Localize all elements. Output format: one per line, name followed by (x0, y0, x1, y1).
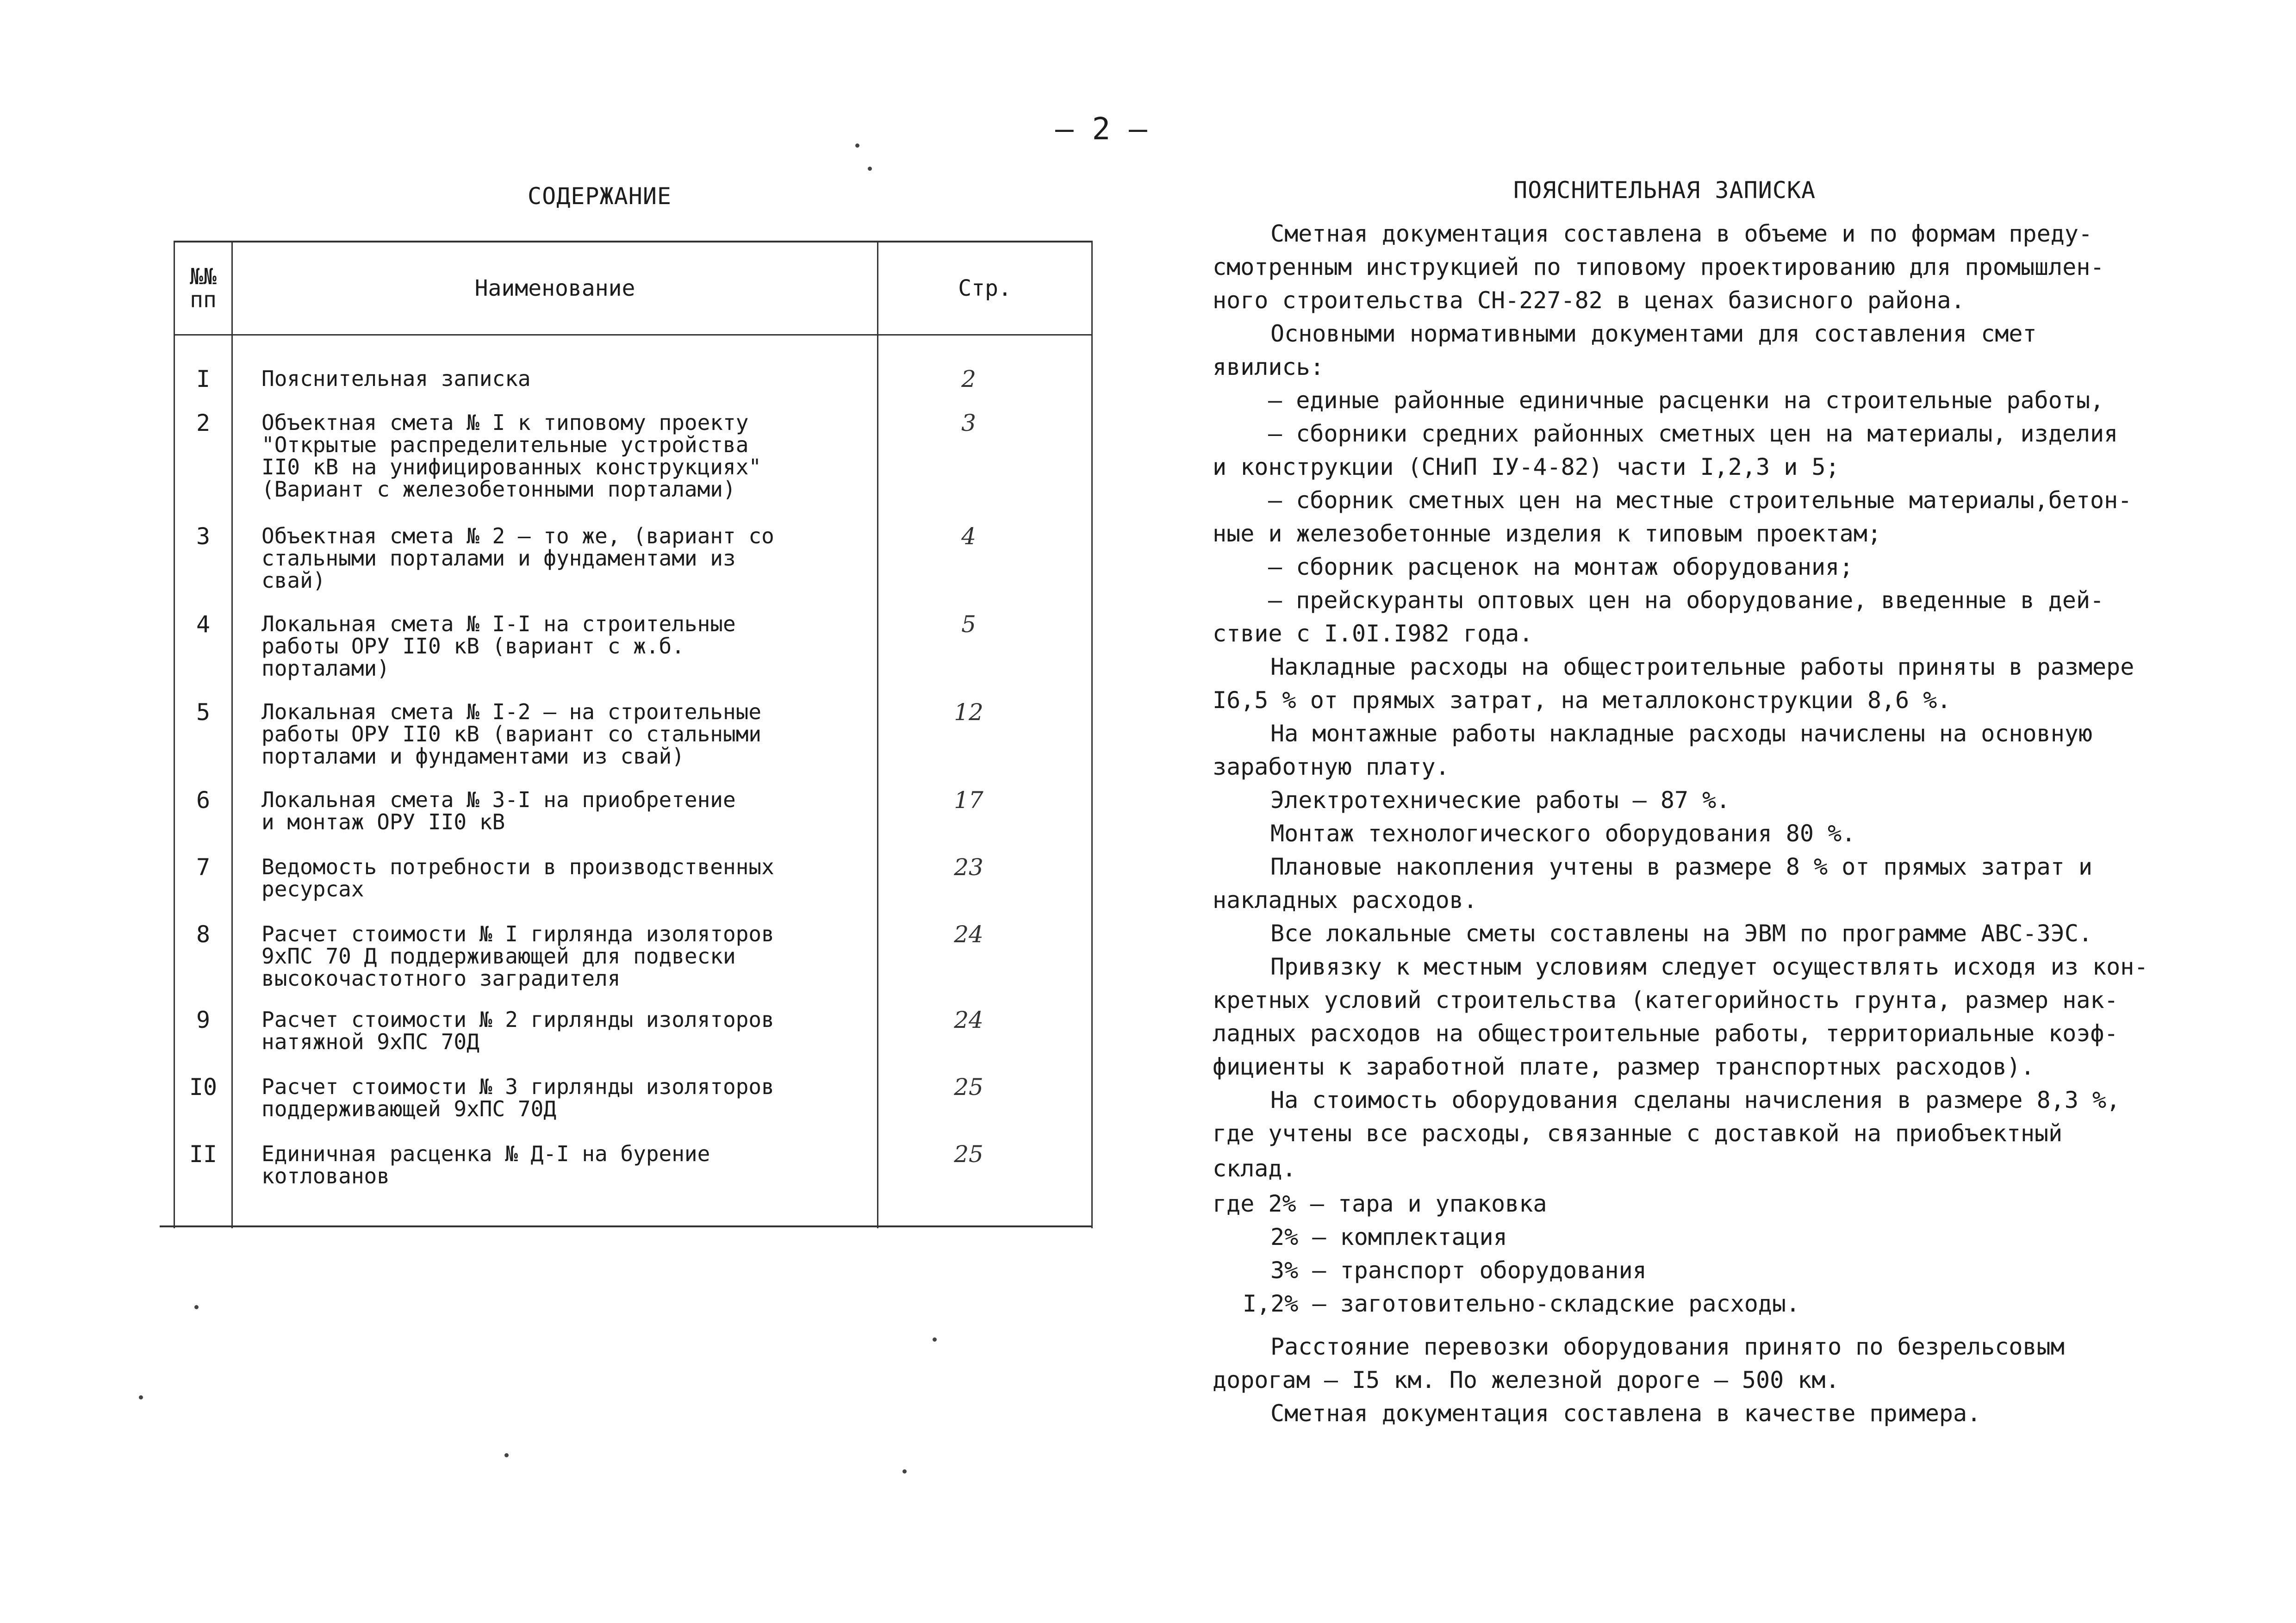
scan-speck (504, 1453, 509, 1457)
scan-speck (868, 167, 872, 171)
row-number: I0 (189, 1074, 218, 1101)
row-name: Пояснительная записка (261, 366, 531, 391)
row-number: II (189, 1141, 218, 1168)
note-line: Сметная документация составлена в объеме и по формам преду- (1270, 220, 2093, 247)
row-page: 24 (954, 1007, 983, 1033)
table-column-divider (877, 243, 878, 1228)
note-line: Основными нормативными документами для составления смет (1270, 320, 2037, 347)
contents-table (174, 241, 1093, 1228)
note-title: ПОЯСНИТЕЛЬНАЯ ЗАПИСКА (1513, 177, 1816, 204)
note-line: ные и железобетонные изделия к типовым проектам; (1213, 520, 1881, 547)
row-number: 4 (196, 611, 211, 638)
row-number: 9 (196, 1007, 211, 1033)
row-name: Расчет стоимости № 3 гирлянды изоляторов поддерживающей 9хПС 70Д (261, 1074, 774, 1121)
header-page: Стр. (958, 275, 1012, 301)
note-line: где 2% – тара и упаковка (1213, 1190, 1547, 1217)
header-name: Наименование (474, 275, 635, 301)
note-line: – сборники средних районных сметных цен на материалы, изделия (1268, 420, 2118, 447)
note-line: где учтены все расходы, связанные с доставкой на приобъектный (1213, 1120, 2063, 1147)
note-line: Привязку к местным условиям следует осуществлять исходя из кон- (1270, 953, 2148, 980)
note-line: Расстояние перевозки оборудования принято по безрельсовым (1270, 1333, 2065, 1360)
row-name: Расчет стоимости № I гирлянда изоляторов 9хПС 70 Д поддерживающей для подвески высокочастотного заградителя (261, 921, 774, 991)
row-name: Ведомость потребности в производственных ресурсах (261, 854, 774, 902)
scan-speck (933, 1337, 937, 1342)
note-line: накладных расходов. (1213, 887, 1477, 914)
note-line: На монтажные работы накладные расходы начислены на основную (1270, 720, 2093, 747)
row-page: 25 (954, 1141, 983, 1168)
row-page: 2 (961, 366, 976, 392)
note-line: Накладные расходы на общестроительные работы приняты в размере (1270, 653, 2134, 680)
contents-title: СОДЕРЖАНИЕ (528, 183, 672, 210)
row-number: 8 (196, 921, 211, 948)
note-line: дорогам – I5 км. По железной дороге – 500 км. (1213, 1367, 1840, 1393)
note-line: На стоимость оборудования сделаны начисления в размере 8,3 %, (1270, 1087, 2121, 1113)
note-line: Сметная документация составлена в качестве примера. (1270, 1400, 1981, 1427)
note-line: – единые районные единичные расценки на строительные работы, (1268, 387, 2104, 414)
note-line: Электротехнические работы – 87 %. (1270, 787, 1730, 814)
note-line: ладных расходов на общестроительные работы, территориальные коэф- (1213, 1020, 2118, 1047)
note-line: I6,5 % от прямых затрат, на металлоконструкции 8,6 %. (1213, 687, 1951, 714)
row-name: Локальная смета № I-I на строительные работы ОРУ II0 кВ (вариант с ж.б. порталами) (261, 611, 736, 681)
note-line: явились: (1213, 354, 1324, 380)
page-number: – 2 – (1055, 111, 1147, 147)
scan-speck (139, 1395, 143, 1399)
row-name: Расчет стоимости № 2 гирлянды изоляторов натяжной 9хПС 70Д (261, 1007, 774, 1054)
row-page: 17 (954, 787, 983, 814)
scan-speck (855, 143, 859, 148)
row-name: Объектная смета № I к типовому проекту "Открытые распределительные устройства II0 кВ на унифицированных конструкциях" (Вариант с железобетонными порталами) (261, 410, 762, 502)
note-line: – сборник сметных цен на местные строительные материалы,бетон- (1268, 487, 2132, 514)
header-number: №№ пп (190, 263, 217, 313)
scan-speck (902, 1469, 907, 1474)
note-line: Все локальные сметы составлены на ЭВМ по программе АВС-ЗЭС. (1270, 920, 2093, 947)
row-page: 3 (961, 410, 976, 436)
note-line: 3% – транспорт оборудования (1270, 1257, 1647, 1284)
row-page: 12 (954, 699, 983, 726)
row-name: Локальная смета № I-2 – на строительные работы ОРУ II0 кВ (вариант со стальными порталами и фундаментами из свай) (261, 699, 762, 769)
note-line: I,2% – заготовительно-складские расходы. (1243, 1290, 1800, 1317)
note-line: ного строительства СН-227-82 в ценах базисного района. (1213, 287, 1965, 314)
row-number: 6 (196, 787, 211, 814)
note-line: смотренным инструкцией по типовому проектированию для промышлен- (1213, 254, 2104, 280)
note-line: заработную плату. (1213, 753, 1450, 780)
note-line: ствие с I.0I.I982 года. (1213, 620, 1533, 647)
table-bottom-rule (160, 1225, 1092, 1227)
note-line: Монтаж технологического оборудования 80 %. (1270, 820, 1856, 847)
note-line: – сборник расценок на монтаж оборудования; (1268, 553, 1854, 580)
row-page: 23 (954, 854, 983, 881)
row-page: 24 (954, 921, 983, 948)
scan-speck (194, 1305, 199, 1309)
row-number: 2 (196, 410, 211, 436)
note-line: и конструкции (СНиП IУ-4-82) части I,2,3 и 5; (1213, 454, 1840, 480)
row-number: 3 (196, 523, 211, 550)
row-name: Единичная расценка № Д-I на бурение котлованов (261, 1141, 710, 1188)
row-number: 5 (196, 699, 211, 726)
note-line: кретных условий строительства (категорийность грунта, размер нак- (1213, 987, 2118, 1014)
table-column-divider (231, 243, 233, 1228)
row-page: 5 (961, 611, 976, 638)
row-page: 4 (961, 523, 976, 550)
table-header-divider (175, 334, 1091, 336)
row-name: Локальная смета № 3-I на приобретение и монтаж ОРУ II0 кВ (261, 787, 736, 834)
row-name: Объектная смета № 2 – то же, (вариант со стальными порталами и фундаментами из свай) (261, 523, 774, 593)
note-line: 2% – комплектация (1270, 1224, 1507, 1250)
note-line: – прейскуранты оптовых цен на оборудование, введенные в дей- (1268, 587, 2104, 614)
note-line: склад. (1213, 1155, 1296, 1182)
note-line: фициенты к заработной плате, размер транспортных расходов). (1213, 1053, 2035, 1080)
row-number: I (196, 366, 211, 392)
row-page: 25 (954, 1074, 983, 1101)
row-number: 7 (196, 854, 211, 881)
note-line: Плановые накопления учтены в размере 8 % от прямых затрат и (1270, 853, 2093, 880)
